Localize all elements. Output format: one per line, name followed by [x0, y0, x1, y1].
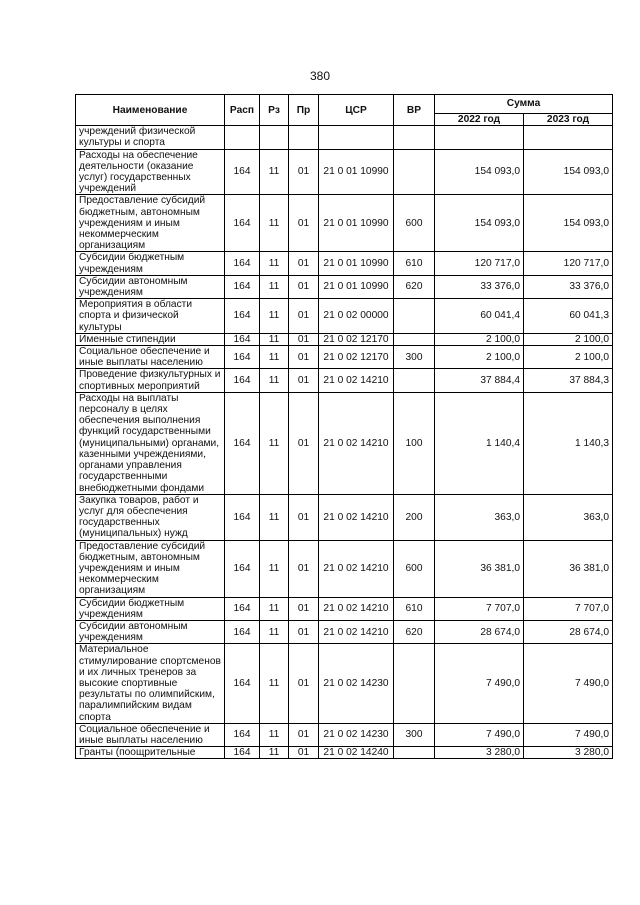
cell-pr: 01	[289, 747, 319, 759]
cell-rasp: 164	[225, 333, 260, 345]
table-row	[76, 723, 613, 746]
cell-csr: 21 0 01 10990	[319, 252, 394, 275]
table-row	[76, 494, 613, 540]
cell-sum-2023: 2 100,0	[524, 333, 613, 345]
page-number: 380	[309, 69, 331, 83]
cell-sum-2022: 363,0	[435, 494, 524, 540]
cell-sum-2023: 120 717,0	[524, 252, 613, 275]
cell-csr: 21 0 02 14230	[319, 644, 394, 723]
cell-vr	[394, 126, 435, 149]
cell-rasp: 164	[225, 149, 260, 195]
cell-sum-2023: 36 381,0	[524, 540, 613, 597]
cell-rz	[260, 126, 289, 149]
table-row	[76, 149, 613, 195]
cell-pr: 01	[289, 299, 319, 334]
cell-csr: 21 0 01 10990	[319, 275, 394, 298]
cell-rz: 11	[260, 275, 289, 298]
cell-sum-2023: 7 490,0	[524, 644, 613, 723]
cell-rasp: 164	[225, 644, 260, 723]
cell-rz: 11	[260, 620, 289, 643]
cell-name: Проведение физкультурных и спортивных мероприятий	[76, 369, 225, 392]
header-rasp: Расп	[225, 95, 260, 126]
cell-rz: 11	[260, 252, 289, 275]
cell-sum-2022: 36 381,0	[435, 540, 524, 597]
cell-pr: 01	[289, 392, 319, 494]
cell-sum-2022: 28 674,0	[435, 620, 524, 643]
cell-name: Мероприятия в области спорта и физической культуры	[76, 299, 225, 334]
cell-pr: 01	[289, 369, 319, 392]
cell-csr: 21 0 02 14210	[319, 494, 394, 540]
cell-sum-2023: 7 707,0	[524, 597, 613, 620]
cell-rz: 11	[260, 494, 289, 540]
cell-vr: 600	[394, 195, 435, 252]
cell-rz: 11	[260, 299, 289, 334]
cell-vr	[394, 747, 435, 759]
cell-sum-2022: 2 100,0	[435, 333, 524, 345]
cell-vr: 620	[394, 275, 435, 298]
table-row	[76, 620, 613, 643]
cell-name: Субсидии автономным учреждениям	[76, 275, 225, 298]
cell-csr: 21 0 02 00000	[319, 299, 394, 334]
table-row	[76, 333, 613, 345]
cell-pr: 01	[289, 540, 319, 597]
cell-sum-2022: 1 140,4	[435, 392, 524, 494]
table-row	[76, 252, 613, 275]
cell-sum-2023: 1 140,3	[524, 392, 613, 494]
cell-sum-2022: 2 100,0	[435, 346, 524, 369]
header-sum: Сумма	[435, 95, 613, 114]
cell-csr	[319, 126, 394, 149]
cell-pr: 01	[289, 644, 319, 723]
table-row	[76, 644, 613, 723]
cell-sum-2023: 60 041,3	[524, 299, 613, 334]
header-csr: ЦСР	[319, 95, 394, 126]
cell-vr: 200	[394, 494, 435, 540]
cell-sum-2023: 28 674,0	[524, 620, 613, 643]
cell-sum-2023: 7 490,0	[524, 723, 613, 746]
cell-name: Субсидии автономным учреждениям	[76, 620, 225, 643]
cell-vr: 620	[394, 620, 435, 643]
table-row	[76, 195, 613, 252]
cell-sum-2022: 3 280,0	[435, 747, 524, 759]
cell-name: Субсидии бюджетным учреждениям	[76, 597, 225, 620]
cell-rasp: 164	[225, 369, 260, 392]
cell-csr: 21 0 02 14230	[319, 723, 394, 746]
cell-name: учреждений физической культуры и спорта	[76, 126, 225, 149]
cell-sum-2022	[435, 126, 524, 149]
cell-rz: 11	[260, 723, 289, 746]
cell-csr: 21 0 02 14210	[319, 392, 394, 494]
cell-pr: 01	[289, 275, 319, 298]
cell-rz: 11	[260, 392, 289, 494]
cell-vr	[394, 149, 435, 195]
cell-rz: 11	[260, 597, 289, 620]
cell-rasp: 164	[225, 540, 260, 597]
cell-rz: 11	[260, 747, 289, 759]
table-row	[76, 747, 613, 759]
cell-pr: 01	[289, 149, 319, 195]
cell-name: Закупка товаров, работ и услуг для обеспечения государственных (муниципальных) нужд	[76, 494, 225, 540]
cell-rz: 11	[260, 195, 289, 252]
table-row	[76, 369, 613, 392]
table-row	[76, 597, 613, 620]
cell-rasp	[225, 126, 260, 149]
cell-name: Предоставление субсидий бюджетным, автономным учреждениям и иным некоммерческим организациям	[76, 195, 225, 252]
cell-sum-2023: 3 280,0	[524, 747, 613, 759]
header-name: Наименование	[76, 95, 225, 126]
cell-rz: 11	[260, 333, 289, 345]
cell-pr: 01	[289, 252, 319, 275]
cell-csr: 21 0 01 10990	[319, 149, 394, 195]
cell-pr: 01	[289, 723, 319, 746]
cell-csr: 21 0 02 12170	[319, 333, 394, 345]
header-pr: Пр	[289, 95, 319, 126]
cell-pr: 01	[289, 620, 319, 643]
cell-pr: 01	[289, 346, 319, 369]
cell-rz: 11	[260, 644, 289, 723]
header-year-2022: 2022 год	[435, 114, 524, 126]
cell-vr	[394, 333, 435, 345]
cell-sum-2022: 7 490,0	[435, 723, 524, 746]
cell-vr: 610	[394, 597, 435, 620]
cell-pr: 01	[289, 494, 319, 540]
cell-name: Социальное обеспечение и иные выплаты населению	[76, 723, 225, 746]
cell-vr: 300	[394, 346, 435, 369]
cell-sum-2022: 37 884,4	[435, 369, 524, 392]
header-rz: Рз	[260, 95, 289, 126]
cell-csr: 21 0 02 12170	[319, 346, 394, 369]
table-header	[76, 95, 613, 126]
cell-sum-2023: 154 093,0	[524, 195, 613, 252]
cell-pr: 01	[289, 195, 319, 252]
cell-name: Материальное стимулирование спортсменов и их личных тренеров за высокие спортивные результаты по олимпийским, паралимпийским видам спорта	[76, 644, 225, 723]
cell-pr: 01	[289, 333, 319, 345]
cell-csr: 21 0 02 14210	[319, 597, 394, 620]
cell-rz: 11	[260, 149, 289, 195]
cell-sum-2023: 33 376,0	[524, 275, 613, 298]
cell-csr: 21 0 02 14210	[319, 620, 394, 643]
cell-rz: 11	[260, 540, 289, 597]
cell-csr: 21 0 02 14240	[319, 747, 394, 759]
table-body	[76, 126, 613, 759]
cell-vr	[394, 644, 435, 723]
cell-sum-2022: 120 717,0	[435, 252, 524, 275]
cell-sum-2023: 363,0	[524, 494, 613, 540]
cell-name: Расходы на выплаты персоналу в целях обеспечения выполнения функций государственными (муниципальными) органами, казенными учреждениями, органами управления государственными внебюджетными фондами	[76, 392, 225, 494]
cell-sum-2022: 154 093,0	[435, 149, 524, 195]
cell-vr: 300	[394, 723, 435, 746]
cell-rasp: 164	[225, 195, 260, 252]
cell-vr	[394, 299, 435, 334]
table-row	[76, 299, 613, 334]
cell-csr: 21 0 02 14210	[319, 369, 394, 392]
table-row	[76, 392, 613, 494]
cell-name: Гранты (поощрительные	[76, 747, 225, 759]
cell-rasp: 164	[225, 747, 260, 759]
header-year-2023: 2023 год	[524, 114, 613, 126]
cell-name: Социальное обеспечение и иные выплаты населению	[76, 346, 225, 369]
cell-sum-2022: 33 376,0	[435, 275, 524, 298]
cell-vr	[394, 369, 435, 392]
header-vr: ВР	[394, 95, 435, 126]
cell-rasp: 164	[225, 299, 260, 334]
cell-rasp: 164	[225, 597, 260, 620]
cell-sum-2023: 154 093,0	[524, 149, 613, 195]
cell-sum-2022: 7 490,0	[435, 644, 524, 723]
cell-rz: 11	[260, 346, 289, 369]
table-row	[76, 126, 613, 149]
cell-vr: 100	[394, 392, 435, 494]
cell-rasp: 164	[225, 723, 260, 746]
cell-sum-2023	[524, 126, 613, 149]
cell-csr: 21 0 01 10990	[319, 195, 394, 252]
table-row	[76, 346, 613, 369]
cell-sum-2023: 2 100,0	[524, 346, 613, 369]
cell-pr: 01	[289, 597, 319, 620]
cell-sum-2022: 7 707,0	[435, 597, 524, 620]
cell-name: Предоставление субсидий бюджетным, автономным учреждениям и иным некоммерческим организациям	[76, 540, 225, 597]
cell-rasp: 164	[225, 392, 260, 494]
cell-vr: 610	[394, 252, 435, 275]
cell-sum-2022: 154 093,0	[435, 195, 524, 252]
table-row	[76, 540, 613, 597]
table-row	[76, 275, 613, 298]
budget-table	[75, 94, 613, 759]
cell-sum-2022: 60 041,4	[435, 299, 524, 334]
cell-rasp: 164	[225, 275, 260, 298]
cell-rasp: 164	[225, 346, 260, 369]
cell-vr: 600	[394, 540, 435, 597]
cell-name: Расходы на обеспечение деятельности (оказание услуг) государственных учреждений	[76, 149, 225, 195]
cell-sum-2023: 37 884,3	[524, 369, 613, 392]
cell-csr: 21 0 02 14210	[319, 540, 394, 597]
cell-rasp: 164	[225, 252, 260, 275]
cell-name: Именные стипендии	[76, 333, 225, 345]
cell-name: Субсидии бюджетным учреждениям	[76, 252, 225, 275]
cell-rz: 11	[260, 369, 289, 392]
cell-pr	[289, 126, 319, 149]
cell-rasp: 164	[225, 494, 260, 540]
cell-rasp: 164	[225, 620, 260, 643]
